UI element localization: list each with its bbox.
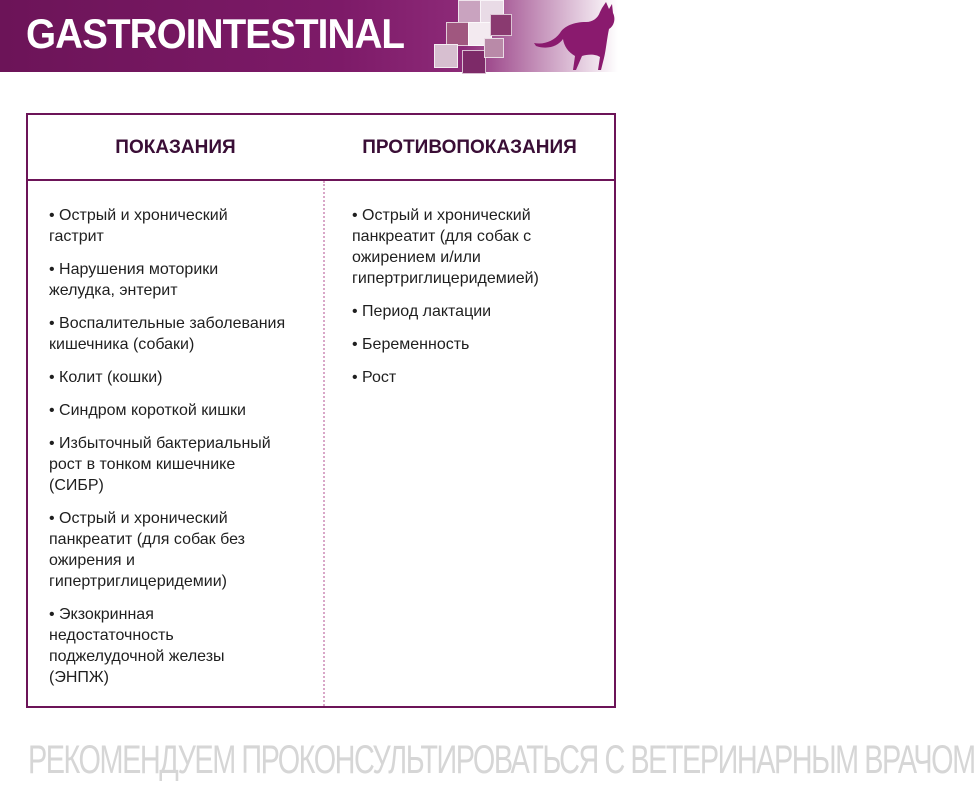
contraindication-item bbox=[352, 367, 607, 388]
indications-table bbox=[26, 113, 616, 708]
indication-item bbox=[49, 313, 317, 355]
indication-item bbox=[49, 400, 317, 421]
indication-item-line: рост в тонком кишечнике bbox=[49, 456, 236, 473]
table-header bbox=[28, 115, 614, 181]
header-banner bbox=[0, 0, 618, 72]
contraindication-item-line: ожирением и/или bbox=[352, 249, 481, 266]
contraindication-item-line: Беременность bbox=[362, 336, 470, 353]
contraindications-heading: ПРОТИВОПОКАЗАНИЯ bbox=[362, 137, 577, 158]
indication-item-line: Острый и хронический bbox=[59, 207, 228, 224]
indication-item-line: Воспалительные заболевания bbox=[59, 315, 286, 332]
contraindications-column bbox=[352, 205, 607, 400]
indication-item-line: гастрит bbox=[49, 228, 104, 245]
indication-item bbox=[49, 433, 317, 496]
indication-item bbox=[49, 508, 317, 592]
indication-item-line: панкреатит (для собак без bbox=[49, 531, 245, 548]
page-title: GASTROINTESTINAL bbox=[26, 10, 405, 57]
contraindication-item-line: панкреатит (для собак с bbox=[352, 228, 532, 245]
indication-item-line: Синдром короткой кишки bbox=[59, 402, 246, 419]
contraindication-item-line: гипертриглицеридемией) bbox=[352, 270, 539, 287]
indication-item-line: Экзокринная bbox=[59, 606, 154, 623]
cat-silhouette-icon bbox=[530, 2, 618, 72]
contraindication-item bbox=[352, 205, 607, 289]
indication-item-line: поджелудочной железы bbox=[49, 648, 225, 665]
contraindication-item-line: Острый и хронический bbox=[362, 207, 531, 224]
indication-item-line: (ЭНПЖ) bbox=[49, 669, 109, 686]
indications-column bbox=[49, 205, 317, 700]
footer-note: РЕКОМЕНДУЕМ ПРОКОНСУЛЬТИРОВАТЬСЯ С ВЕТЕРИНАРНЫМ ВРАЧОМ bbox=[28, 738, 975, 782]
contraindication-item-line: Период лактации bbox=[362, 303, 492, 320]
indication-item-line: Острый и хронический bbox=[59, 510, 228, 527]
indication-item-line: Нарушения моторики bbox=[59, 261, 219, 278]
indication-item bbox=[49, 259, 317, 301]
indication-item-line: желудка, энтерит bbox=[49, 282, 178, 299]
indication-item-line: Колит (кошки) bbox=[59, 369, 163, 386]
contraindication-item bbox=[352, 334, 607, 355]
indications-heading: ПОКАЗАНИЯ bbox=[115, 137, 236, 158]
indications-list bbox=[49, 205, 317, 688]
indication-item bbox=[49, 205, 317, 247]
indication-item-line: Избыточный бактериальный bbox=[59, 435, 271, 452]
contraindication-item bbox=[352, 301, 607, 322]
indication-item-line: кишечника (собаки) bbox=[49, 336, 195, 353]
indication-item-line: недостаточность bbox=[49, 627, 174, 644]
indication-item-line: гипертриглицеридемии) bbox=[49, 573, 227, 590]
contraindications-list bbox=[352, 205, 607, 388]
decorative-squares-icon bbox=[428, 0, 518, 80]
indication-item bbox=[49, 604, 317, 688]
contraindication-item-line: Рост bbox=[362, 369, 397, 386]
indication-item-line: ожирения и bbox=[49, 552, 135, 569]
indication-item-line: (СИБР) bbox=[49, 477, 104, 494]
indication-item bbox=[49, 367, 317, 388]
column-divider bbox=[323, 181, 325, 706]
